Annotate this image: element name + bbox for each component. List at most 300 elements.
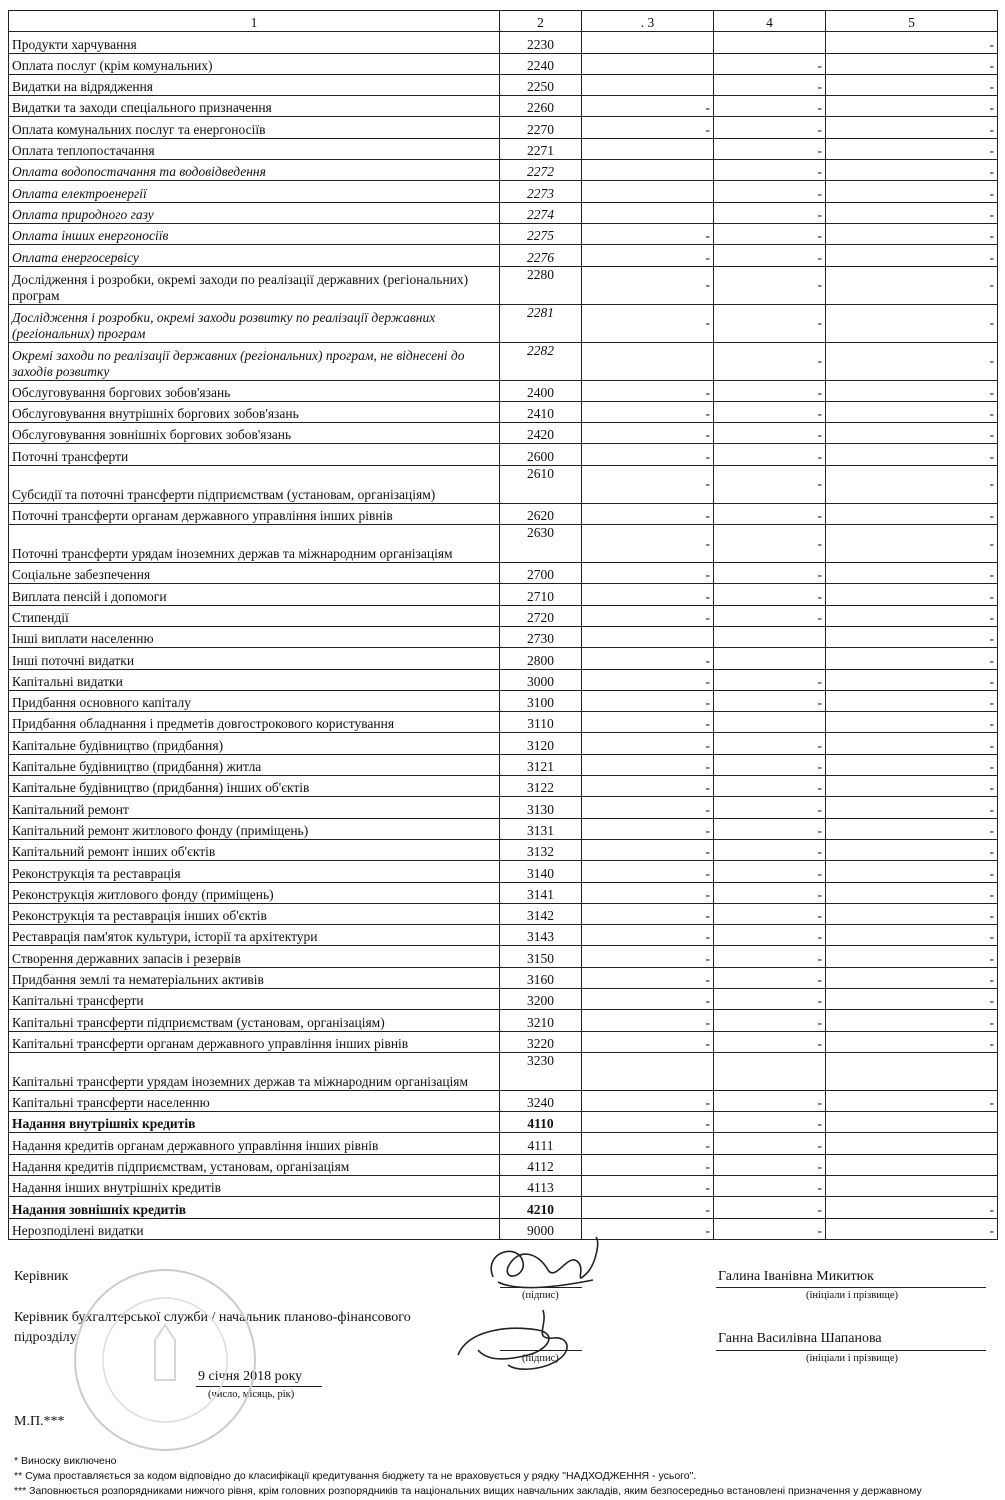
row-value-col3: - — [582, 223, 714, 244]
row-value-col5: - — [826, 669, 998, 690]
row-value-col4: - — [714, 181, 826, 202]
row-value-col4: - — [714, 1218, 826, 1239]
row-value-col3: - — [582, 669, 714, 690]
row-value-col3 — [582, 74, 714, 95]
expenditure-table — [8, 10, 998, 1240]
row-value-col4: - — [714, 1090, 826, 1111]
footnote-3: *** Заповнюється розпорядниками нижчого рівня, крім головних розпорядників та національних вищих навчальних закладів, яким безпосередньо встановлені призначення у державному — [14, 1485, 922, 1497]
initials-caption: (ініціали і прізвище) — [806, 1353, 899, 1364]
row-value-col4: - — [714, 1133, 826, 1154]
row-code: 3240 — [500, 1090, 582, 1111]
row-value-col4: - — [714, 138, 826, 159]
row-value-col4: - — [714, 342, 826, 380]
row-value-col3: - — [582, 266, 714, 304]
row-name: Капітальний ремонт — [9, 797, 500, 818]
row-value-col3: - — [582, 401, 714, 422]
row-value-col5 — [826, 1154, 998, 1175]
footnote-1: * Виноску виключено — [14, 1455, 117, 1467]
row-name: Стипендії — [9, 605, 500, 626]
head-signature-icon — [478, 1232, 608, 1302]
row-code: 2410 — [500, 401, 582, 422]
row-value-col3: - — [582, 525, 714, 563]
row-value-col4 — [714, 648, 826, 669]
row-value-col5: - — [826, 1031, 998, 1052]
row-value-col4: - — [714, 160, 826, 181]
row-value-col5: - — [826, 138, 998, 159]
row-value-col5: - — [826, 53, 998, 74]
row-value-col3: - — [582, 563, 714, 584]
row-value-col3: - — [582, 584, 714, 605]
row-code: 3132 — [500, 839, 582, 860]
row-value-col4: - — [714, 776, 826, 797]
row-name: Капітальне будівництво (придбання) інших об'єктів — [9, 776, 500, 797]
row-code: 2400 — [500, 380, 582, 401]
table-row — [9, 223, 998, 244]
table-row — [9, 712, 998, 733]
row-value-col5: - — [826, 861, 998, 882]
table-row — [9, 1010, 998, 1031]
row-code: 3120 — [500, 733, 582, 754]
table-row — [9, 423, 998, 444]
row-code: 2610 — [500, 465, 582, 503]
row-code: 2260 — [500, 96, 582, 117]
row-code: 2273 — [500, 181, 582, 202]
stamp-seal-icon — [70, 1250, 270, 1470]
table-row — [9, 1197, 998, 1218]
row-value-col4: - — [714, 988, 826, 1009]
row-value-col3: - — [582, 1218, 714, 1239]
table-row — [9, 797, 998, 818]
row-name: Виплата пенсій і допомоги — [9, 584, 500, 605]
row-value-col4 — [714, 712, 826, 733]
row-value-col5 — [826, 1176, 998, 1197]
head-name: Галина Іванівна Микитюк — [718, 1269, 874, 1284]
row-value-col5: - — [826, 626, 998, 647]
row-name: Капітальні трансферти — [9, 988, 500, 1009]
row-code: 3000 — [500, 669, 582, 690]
row-name: Надання кредитів підприємствам, установам, організаціям — [9, 1154, 500, 1175]
row-value-col5: - — [826, 380, 998, 401]
row-value-col4 — [714, 32, 826, 53]
row-value-col3 — [582, 1052, 714, 1090]
row-name: Оплата водопостачання та водовідведення — [9, 160, 500, 181]
row-value-col4: - — [714, 1197, 826, 1218]
row-value-col3: - — [582, 925, 714, 946]
row-name: Оплата природного газу — [9, 202, 500, 223]
row-name: Надання кредитів органам державного управління інших рівнів — [9, 1133, 500, 1154]
row-value-col3: - — [582, 1031, 714, 1052]
row-value-col4: - — [714, 74, 826, 95]
row-code: 4111 — [500, 1133, 582, 1154]
row-name: Оплата теплопостачання — [9, 138, 500, 159]
table-row — [9, 903, 998, 924]
row-value-col5: - — [826, 754, 998, 775]
row-value-col5: - — [826, 967, 998, 988]
table-row — [9, 967, 998, 988]
stamp-place: М.П.*** — [14, 1414, 65, 1429]
row-value-col5: - — [826, 925, 998, 946]
accountant-label-2: підрозділу — [14, 1330, 77, 1345]
row-name: Поточні трансферти урядам іноземних держав та міжнародним організаціям — [9, 525, 500, 563]
table-row — [9, 74, 998, 95]
row-value-col4: - — [714, 861, 826, 882]
row-code: 4113 — [500, 1176, 582, 1197]
row-value-col5: - — [826, 988, 998, 1009]
head-name-line — [716, 1287, 986, 1288]
row-code: 2720 — [500, 605, 582, 626]
accountant-label: Керівник бухгалтерської служби / начальник планово-фінансового — [14, 1310, 411, 1325]
table-row — [9, 53, 998, 74]
row-value-col5: - — [826, 1090, 998, 1111]
row-name: Субсидії та поточні трансферти підприємствам (установам, організаціям) — [9, 465, 500, 503]
table-row — [9, 342, 998, 380]
table-row — [9, 401, 998, 422]
table-row — [9, 1133, 998, 1154]
table-header-row — [9, 11, 998, 32]
row-value-col3 — [582, 202, 714, 223]
row-value-col3: - — [582, 1133, 714, 1154]
row-code: 3131 — [500, 818, 582, 839]
row-code: 2270 — [500, 117, 582, 138]
table-row — [9, 776, 998, 797]
row-name: Продукти харчування — [9, 32, 500, 53]
table-row — [9, 96, 998, 117]
row-value-col4: - — [714, 96, 826, 117]
row-value-col5: - — [826, 712, 998, 733]
row-value-col4: - — [714, 1010, 826, 1031]
row-code: 3121 — [500, 754, 582, 775]
row-value-col3: - — [582, 1010, 714, 1031]
row-name: Видатки на відрядження — [9, 74, 500, 95]
row-name: Інші виплати населенню — [9, 626, 500, 647]
row-name: Капітальний ремонт інших об'єктів — [9, 839, 500, 860]
table-row — [9, 444, 998, 465]
row-value-col5: - — [826, 117, 998, 138]
row-name: Обслуговування боргових зобов'язань — [9, 380, 500, 401]
sign-caption: (підпис) — [522, 1353, 559, 1364]
table-row — [9, 605, 998, 626]
row-value-col3: - — [582, 754, 714, 775]
row-code: 3122 — [500, 776, 582, 797]
row-value-col3: - — [582, 988, 714, 1009]
row-value-col4: - — [714, 797, 826, 818]
row-code: 2630 — [500, 525, 582, 563]
table-row — [9, 839, 998, 860]
table-row — [9, 626, 998, 647]
table-row — [9, 818, 998, 839]
row-value-col5: - — [826, 903, 998, 924]
row-value-col5 — [826, 1112, 998, 1133]
row-name: Обслуговування зовнішніх боргових зобов'язань — [9, 423, 500, 444]
row-code: 2250 — [500, 74, 582, 95]
row-value-col4: - — [714, 444, 826, 465]
row-name: Інші поточні видатки — [9, 648, 500, 669]
row-code: 2274 — [500, 202, 582, 223]
row-value-col3: - — [582, 882, 714, 903]
accountant-signature-icon — [448, 1300, 588, 1380]
row-value-col3 — [582, 160, 714, 181]
row-value-col3: - — [582, 304, 714, 342]
row-code: 9000 — [500, 1218, 582, 1239]
row-code: 2282 — [500, 342, 582, 380]
row-value-col4: - — [714, 1154, 826, 1175]
row-code: 3130 — [500, 797, 582, 818]
row-name: Капітальні видатки — [9, 669, 500, 690]
table-row — [9, 380, 998, 401]
row-value-col3: - — [582, 1154, 714, 1175]
row-name: Придбання обладнання і предметів довгострокового користування — [9, 712, 500, 733]
row-value-col5: - — [826, 1218, 998, 1239]
row-name: Створення державних запасів і резервів — [9, 946, 500, 967]
row-value-col4: - — [714, 1031, 826, 1052]
column-header: . 3 — [582, 11, 714, 32]
table-row — [9, 503, 998, 524]
row-name: Оплата електроенергії — [9, 181, 500, 202]
row-value-col3: - — [582, 776, 714, 797]
table-row — [9, 946, 998, 967]
row-value-col3 — [582, 32, 714, 53]
head-label: Керівник — [14, 1269, 69, 1284]
row-value-col4: - — [714, 223, 826, 244]
initials-caption: (ініціали і прізвище) — [806, 1290, 899, 1301]
row-name: Капітальні трансферти населенню — [9, 1090, 500, 1111]
row-name: Капітальні трансферти органам державного управління інших рівнів — [9, 1031, 500, 1052]
table-row — [9, 117, 998, 138]
row-code: 3200 — [500, 988, 582, 1009]
table-row — [9, 925, 998, 946]
table-row — [9, 648, 998, 669]
table-row — [9, 988, 998, 1009]
row-name: Оплата комунальних послуг та енергоносіїв — [9, 117, 500, 138]
row-name: Реконструкція житлового фонду (приміщень) — [9, 882, 500, 903]
table-row — [9, 465, 998, 503]
row-value-col4: - — [714, 690, 826, 711]
sign-caption: (підпис) — [522, 1290, 559, 1301]
row-value-col4: - — [714, 1112, 826, 1133]
row-name: Капітальні трансферти урядам іноземних держав та міжнародним організаціям — [9, 1052, 500, 1090]
row-code: 3140 — [500, 861, 582, 882]
row-value-col4: - — [714, 563, 826, 584]
table-row — [9, 669, 998, 690]
table-row — [9, 861, 998, 882]
row-value-col5: - — [826, 32, 998, 53]
row-value-col4: - — [714, 525, 826, 563]
accountant-name: Ганна Василівна Шапанова — [718, 1331, 882, 1346]
row-name: Поточні трансферти — [9, 444, 500, 465]
row-value-col3: - — [582, 245, 714, 266]
row-name: Нерозподілені видатки — [9, 1218, 500, 1239]
row-value-col5 — [826, 1052, 998, 1090]
table-row — [9, 754, 998, 775]
row-code: 2276 — [500, 245, 582, 266]
row-value-col5: - — [826, 525, 998, 563]
row-name: Надання внутрішніх кредитів — [9, 1112, 500, 1133]
row-value-col5: - — [826, 605, 998, 626]
row-code: 2230 — [500, 32, 582, 53]
row-value-col3 — [582, 138, 714, 159]
row-value-col3: - — [582, 839, 714, 860]
row-value-col5: - — [826, 1010, 998, 1031]
table-row — [9, 882, 998, 903]
row-code: 3160 — [500, 967, 582, 988]
row-value-col5: - — [826, 690, 998, 711]
table-row — [9, 32, 998, 53]
row-value-col4: - — [714, 584, 826, 605]
row-value-col3: - — [582, 861, 714, 882]
row-value-col4: - — [714, 754, 826, 775]
row-value-col4: - — [714, 117, 826, 138]
row-value-col5: - — [826, 882, 998, 903]
row-value-col5: - — [826, 946, 998, 967]
row-value-col4: - — [714, 401, 826, 422]
row-value-col4: - — [714, 669, 826, 690]
row-name: Надання інших внутрішніх кредитів — [9, 1176, 500, 1197]
table-row — [9, 245, 998, 266]
row-value-col4: - — [714, 605, 826, 626]
row-value-col5: - — [826, 160, 998, 181]
row-value-col4: - — [714, 882, 826, 903]
row-value-col3: - — [582, 712, 714, 733]
row-value-col4: - — [714, 839, 826, 860]
row-value-col5: - — [826, 733, 998, 754]
row-value-col3: - — [582, 380, 714, 401]
row-value-col5: - — [826, 181, 998, 202]
row-name: Придбання землі та нематеріальних активів — [9, 967, 500, 988]
row-code: 2710 — [500, 584, 582, 605]
row-code: 4110 — [500, 1112, 582, 1133]
table-row — [9, 563, 998, 584]
row-value-col5: - — [826, 223, 998, 244]
column-header: 2 — [500, 11, 582, 32]
row-value-col4: - — [714, 903, 826, 924]
row-value-col5: - — [826, 1197, 998, 1218]
row-value-col3: - — [582, 648, 714, 669]
row-value-col5: - — [826, 465, 998, 503]
row-value-col5 — [826, 1133, 998, 1154]
row-value-col3: - — [582, 444, 714, 465]
row-name: Обслуговування внутрішніх боргових зобов'язань — [9, 401, 500, 422]
row-code: 3141 — [500, 882, 582, 903]
row-value-col5: - — [826, 818, 998, 839]
row-value-col5: - — [826, 797, 998, 818]
row-value-col3: - — [582, 1112, 714, 1133]
row-value-col4: - — [714, 423, 826, 444]
row-name: Капітальне будівництво (придбання) житла — [9, 754, 500, 775]
row-name: Реставрація пам'яток культури, історії та архітектури — [9, 925, 500, 946]
row-value-col4: - — [714, 53, 826, 74]
table-row — [9, 1090, 998, 1111]
row-value-col5: - — [826, 74, 998, 95]
row-value-col5: - — [826, 401, 998, 422]
row-value-col3: - — [582, 605, 714, 626]
row-value-col3: - — [582, 733, 714, 754]
row-value-col4: - — [714, 733, 826, 754]
row-code: 2420 — [500, 423, 582, 444]
table-row — [9, 304, 998, 342]
row-code: 2800 — [500, 648, 582, 669]
row-name: Дослідження і розробки, окремі заходи по реалізації державних (регіональних) програм — [9, 266, 500, 304]
table-row — [9, 733, 998, 754]
column-header: 4 — [714, 11, 826, 32]
row-value-col5: - — [826, 202, 998, 223]
row-value-col3: - — [582, 967, 714, 988]
row-value-col3 — [582, 342, 714, 380]
row-value-col4: - — [714, 818, 826, 839]
footnote-2: ** Сума проставляється за кодом відповідно до класифікації кредитування бюджету та не враховується у рядку "НАДХОДЖЕННЯ - усього". — [14, 1470, 697, 1482]
row-code: 3220 — [500, 1031, 582, 1052]
row-value-col5: - — [826, 776, 998, 797]
row-value-col4: - — [714, 465, 826, 503]
row-code: 2700 — [500, 563, 582, 584]
row-value-col4: - — [714, 202, 826, 223]
row-name: Капітальне будівництво (придбання) — [9, 733, 500, 754]
report-date: 9 січня 2018 року — [198, 1369, 303, 1384]
row-value-col4 — [714, 626, 826, 647]
row-name: Окремі заходи по реалізації державних (регіональних) програм, не віднесені до заходів розвитку — [9, 342, 500, 380]
table-row — [9, 1176, 998, 1197]
table-row — [9, 1031, 998, 1052]
date-caption: (число, місяць, рік) — [208, 1389, 295, 1400]
row-code: 3100 — [500, 690, 582, 711]
row-value-col5: - — [826, 304, 998, 342]
row-name: Надання зовнішніх кредитів — [9, 1197, 500, 1218]
table-row — [9, 138, 998, 159]
table-row — [9, 266, 998, 304]
row-value-col4: - — [714, 380, 826, 401]
table-row — [9, 1154, 998, 1175]
row-code: 3230 — [500, 1052, 582, 1090]
row-code: 3143 — [500, 925, 582, 946]
row-value-col5: - — [826, 423, 998, 444]
table-row — [9, 690, 998, 711]
row-value-col3: - — [582, 423, 714, 444]
row-name: Оплата послуг (крім комунальних) — [9, 53, 500, 74]
row-value-col4 — [714, 1052, 826, 1090]
row-value-col4: - — [714, 266, 826, 304]
row-name: Видатки та заходи спеціального призначення — [9, 96, 500, 117]
column-header: 5 — [826, 11, 998, 32]
row-name: Капітальний ремонт житлового фонду (приміщень) — [9, 818, 500, 839]
accountant-name-line — [716, 1350, 986, 1351]
row-value-col3: - — [582, 946, 714, 967]
row-value-col3: - — [582, 1090, 714, 1111]
table-row — [9, 525, 998, 563]
row-name: Оплата інших енергоносіїв — [9, 223, 500, 244]
row-code: 2730 — [500, 626, 582, 647]
row-value-col4: - — [714, 967, 826, 988]
row-value-col3: - — [582, 1197, 714, 1218]
row-value-col3 — [582, 181, 714, 202]
row-code: 3150 — [500, 946, 582, 967]
table-row — [9, 160, 998, 181]
row-value-col5: - — [826, 444, 998, 465]
row-value-col3: - — [582, 690, 714, 711]
row-code: 2240 — [500, 53, 582, 74]
column-header: 1 — [9, 11, 500, 32]
row-value-col3: - — [582, 96, 714, 117]
row-value-col3 — [582, 626, 714, 647]
row-value-col3: - — [582, 465, 714, 503]
row-code: 2271 — [500, 138, 582, 159]
row-code: 3110 — [500, 712, 582, 733]
row-name: Дослідження і розробки, окремі заходи розвитку по реалізації державних (регіональних) програм — [9, 304, 500, 342]
row-name: Реконструкція та реставрація — [9, 861, 500, 882]
table-row — [9, 202, 998, 223]
row-code: 3142 — [500, 903, 582, 924]
row-code: 2272 — [500, 160, 582, 181]
row-name: Придбання основного капіталу — [9, 690, 500, 711]
row-value-col4: - — [714, 304, 826, 342]
